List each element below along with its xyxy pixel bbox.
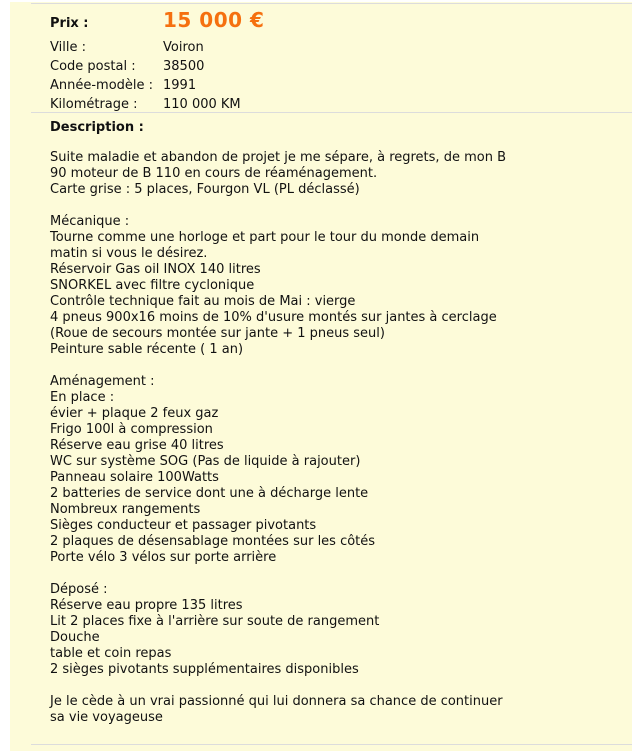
description-line: 2 batteries de service dont une à décharge lente: [50, 486, 369, 501]
description-line: Nombreux rangements: [50, 502, 201, 517]
description-line: [50, 566, 624, 582]
description-line: [50, 678, 624, 694]
price-row: [50, 8, 624, 38]
postal-code-value: 38500: [163, 59, 205, 74]
model-year-value: 1991: [163, 78, 197, 93]
description-line: SNORKEL avec filtre cyclonique: [50, 278, 255, 293]
description-line: Je le cède à un vrai passionné qui lui donnera sa chance de continuer: [50, 694, 503, 709]
description-line: Carte grise : 5 places, Fourgon VL (PL déclassé): [50, 182, 360, 197]
description-section: [50, 120, 624, 726]
city-label: Ville :: [50, 40, 86, 55]
description-line: Déposé :: [50, 582, 108, 597]
description-line: Sièges conducteur et passager pivotants: [50, 518, 317, 533]
info-description-divider: [31, 112, 632, 113]
description-line: 2 sièges pivotants supplémentaires disponibles: [50, 662, 359, 677]
description-line: Contrôle technique fait au mois de Mai : vierge: [50, 294, 356, 309]
description-line: Réserve eau grise 40 litres: [50, 438, 224, 453]
description-line: (Roue de secours montée sur jante + 1 pneus seul): [50, 326, 385, 341]
description-line: Lit 2 places fixe à l'arrière sur soute de rangement: [50, 614, 380, 629]
description-line: En place :: [50, 390, 115, 405]
price-label: Prix :: [50, 16, 89, 31]
description-line: table et coin repas: [50, 646, 172, 661]
city-value: Voiron: [163, 40, 204, 55]
mileage-label: Kilométrage :: [50, 97, 138, 112]
listing-info: [50, 8, 624, 114]
description-line: Tourne comme une horloge et part pour le tour du monde demain: [50, 230, 480, 245]
description-line: WC sur système SOG (Pas de liquide à rajouter): [50, 454, 361, 469]
description-line: Suite maladie et abandon de projet je me sépare, à regrets, de mon B: [50, 150, 506, 165]
postal-code-label: Code postal :: [50, 59, 136, 74]
description-heading: Description :: [50, 120, 144, 135]
ad-panel: [10, 2, 632, 751]
description-line: Mécanique :: [50, 214, 130, 229]
detail-row-city: [50, 38, 624, 57]
description-line: Frigo 100l à compression: [50, 422, 213, 437]
description-line: [50, 198, 624, 214]
mileage-value: 110 000 KM: [163, 97, 241, 112]
description-line: sa vie voyageuse: [50, 710, 163, 725]
description-line: Peinture sable récente ( 1 an): [50, 342, 244, 357]
description-line: Aménagement :: [50, 374, 155, 389]
description-line: Douche: [50, 630, 100, 645]
description-body: [50, 150, 624, 726]
description-line: 2 plaques de désensablage montées sur les côtés: [50, 534, 376, 549]
top-divider: [31, 3, 632, 4]
description-line: Réserve eau propre 135 litres: [50, 598, 243, 613]
description-line: Porte vélo 3 vélos sur porte arrière: [50, 550, 277, 565]
detail-row-model-year: [50, 76, 624, 95]
bottom-divider: [31, 744, 632, 745]
description-line: matin si vous le désirez.: [50, 246, 208, 261]
model-year-label: Année-modèle :: [50, 78, 154, 93]
description-line: Réservoir Gas oil INOX 140 litres: [50, 262, 261, 277]
description-line: [50, 358, 624, 374]
description-line: 90 moteur de B 110 en cours de réaménagement.: [50, 166, 378, 181]
description-line: évier + plaque 2 feux gaz: [50, 406, 219, 421]
detail-row-postal-code: [50, 57, 624, 76]
description-line: 4 pneus 900x16 moins de 10% d'usure montés sur jantes à cerclage: [50, 310, 497, 325]
description-line: Panneau solaire 100Watts: [50, 470, 219, 485]
price-value: 15 000 €: [163, 8, 265, 32]
